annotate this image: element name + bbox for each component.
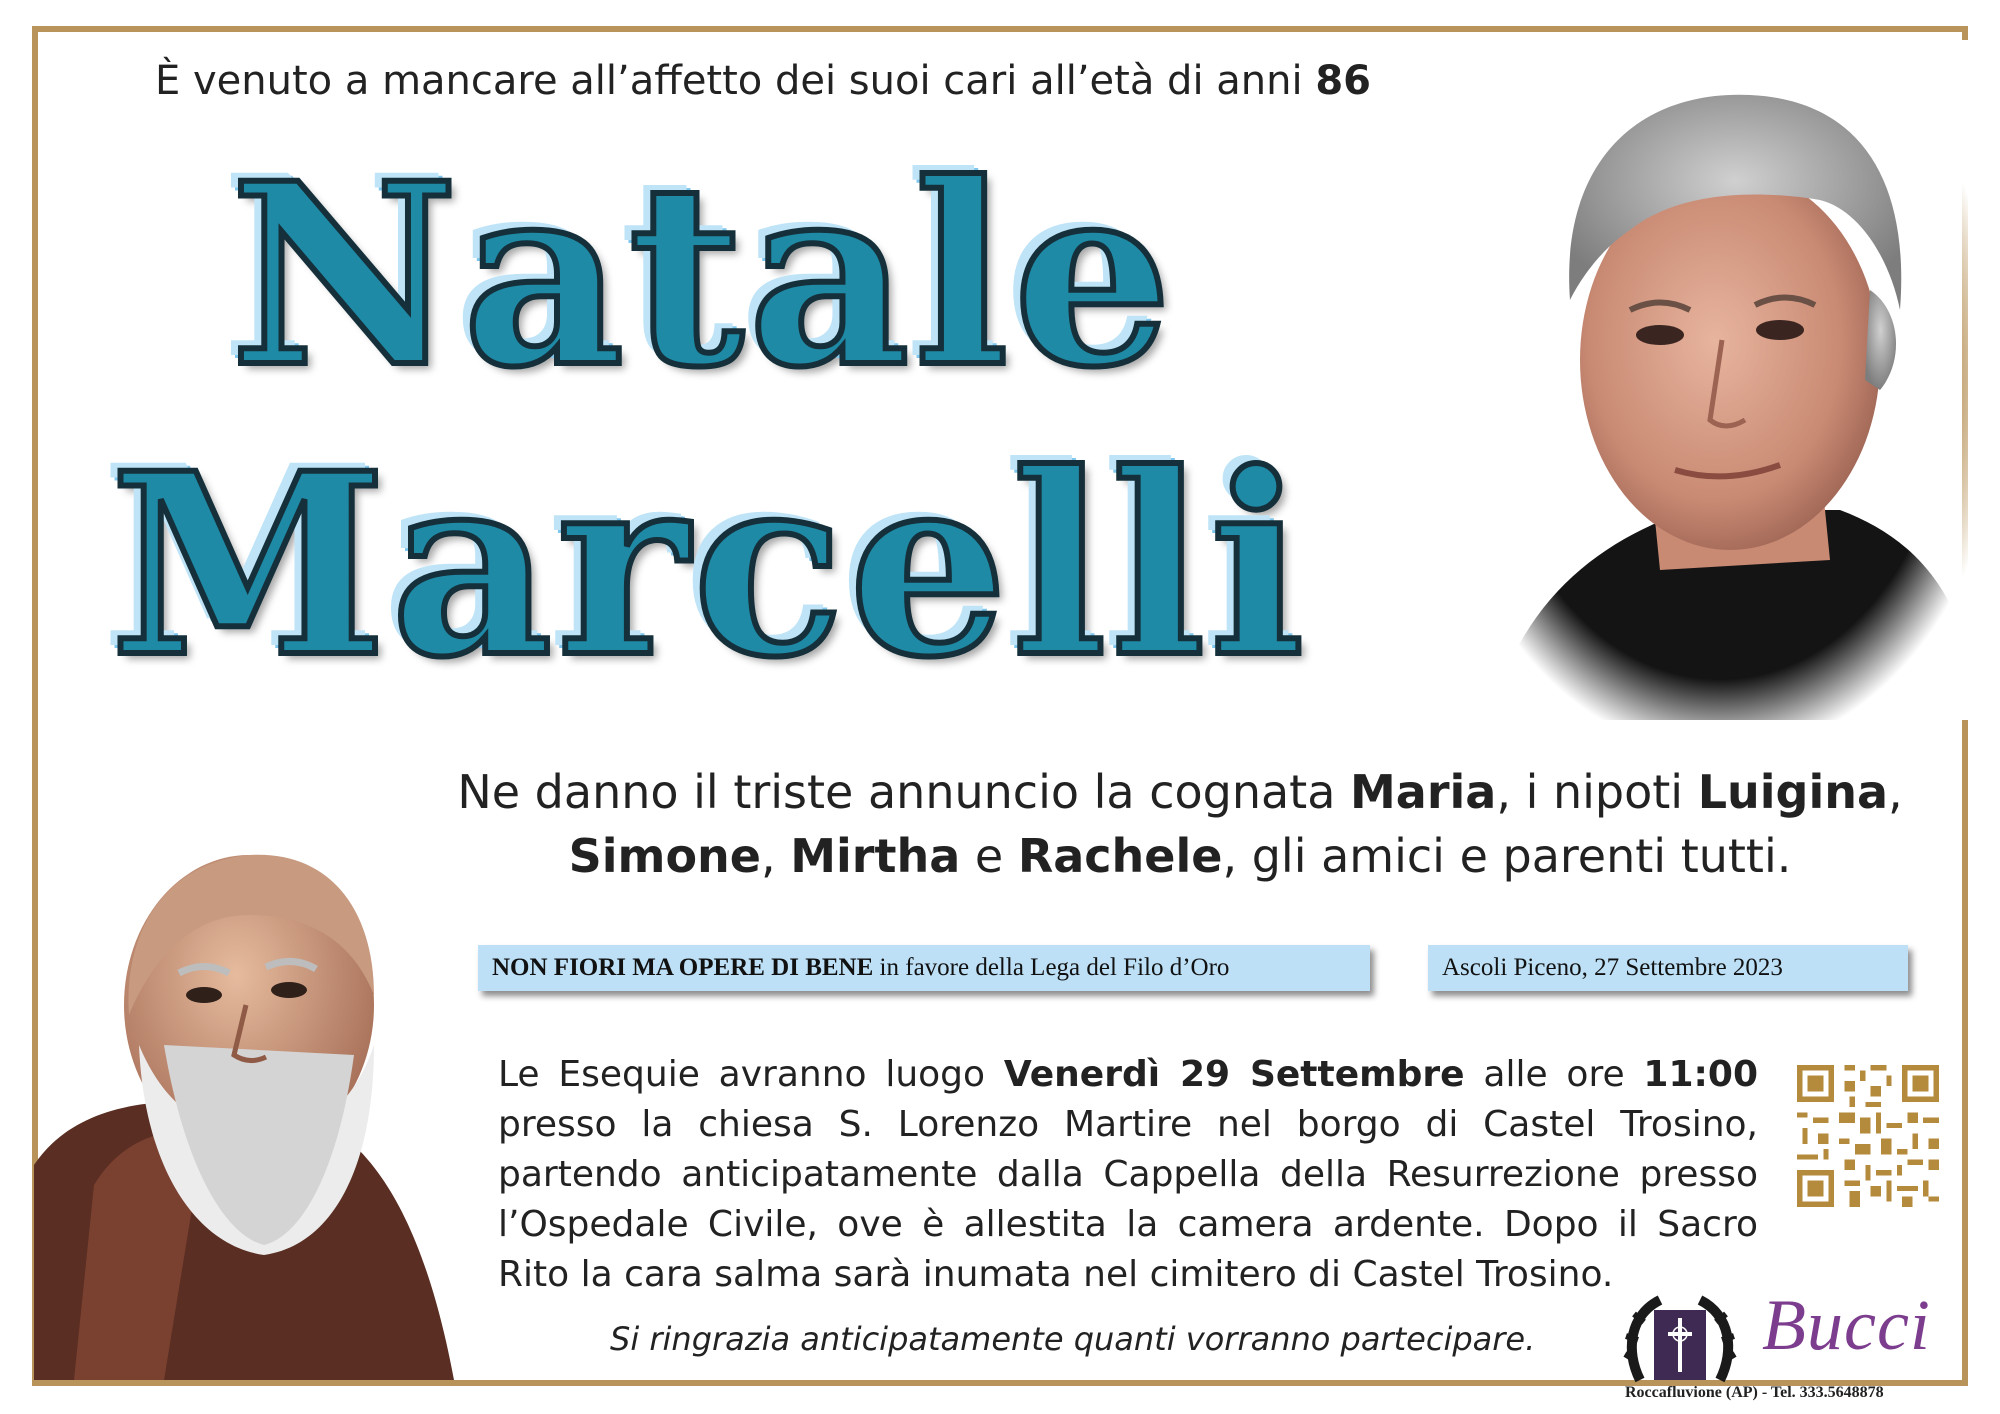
last-name: Marcelli — [110, 418, 1309, 712]
announcement-text: e — [960, 829, 1018, 883]
date-banner — [1428, 945, 1908, 991]
first-name: Natale — [230, 128, 1176, 422]
funeral-text: Le Esequie avranno luogo — [498, 1054, 1004, 1095]
age-value: 86 — [1315, 58, 1371, 104]
wreath-icon — [1625, 1300, 1735, 1380]
qr-code[interactable] — [1792, 1060, 1944, 1212]
brand-name: Bucci — [1762, 1285, 1931, 1365]
brand-contact: Roccafluvione (AP) - Tel. 333.5648878 — [1625, 1384, 1884, 1401]
donation-banner — [478, 945, 1370, 991]
portrait-photo — [1460, 40, 1980, 720]
saint-portrait — [34, 805, 474, 1380]
funeral-details — [498, 1050, 1758, 1300]
funeral-text: alle ore — [1464, 1054, 1644, 1095]
announcement-text: , i nipoti — [1496, 765, 1698, 819]
relative-name: Maria — [1350, 765, 1497, 819]
announcement-text: Ne danno il triste annuncio la cognata — [457, 765, 1351, 819]
announcement-text: , — [1888, 765, 1903, 819]
announcement-text: , — [761, 829, 791, 883]
relative-name: Simone — [568, 829, 762, 883]
funeral-day: Venerdì 29 Settembre — [1003, 1054, 1465, 1095]
funeral-time: 11:00 — [1643, 1054, 1758, 1095]
relative-name: Luigina — [1697, 765, 1889, 819]
thanks-note: Si ringrazia anticipatamente quanti vorranno partecipare. — [610, 1320, 1536, 1358]
relative-name: Mirtha — [790, 829, 961, 883]
donation-banner-text: in favore della Lega del Filo d’Oro — [879, 954, 1230, 981]
relative-name: Rachele — [1017, 829, 1223, 883]
donation-banner-bold: NON FIORI MA OPERE DI BENE — [492, 954, 874, 981]
intro-line — [155, 58, 1371, 104]
funeral-text: presso la chiesa S. Lorenzo Martire nel borgo di Castel Trosino, partendo anticipatamente dalla Cappella della Resurrezione presso l’Ospedale Civile, ove è allestita la camera ardente. Dopo il Sacro Rito la cara salma sarà inumata nel cimitero di Castel Trosino. — [498, 1104, 1758, 1295]
announcement — [420, 760, 1940, 888]
announcement-text: , gli amici e parenti tutti. — [1222, 829, 1792, 883]
date-banner-text: Ascoli Piceno, 27 Settembre 2023 — [1442, 954, 1783, 981]
intro-text: È venuto a mancare all’affetto dei suoi cari all’età di anni — [155, 58, 1303, 104]
